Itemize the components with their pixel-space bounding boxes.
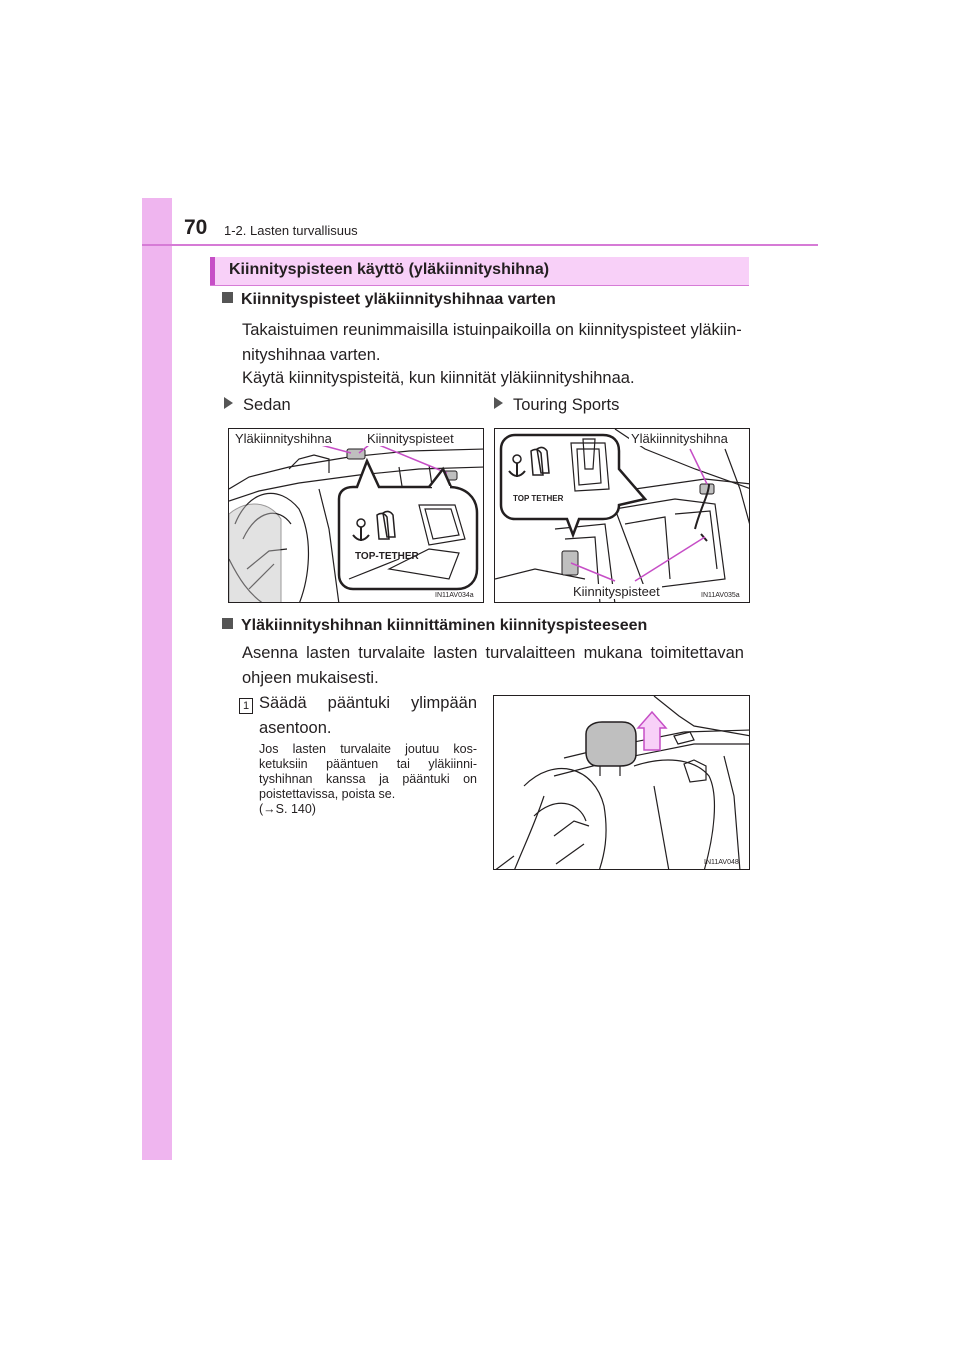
anchors-heading [222, 291, 556, 309]
breadcrumb: 1-2. Lasten turvallisuus [224, 223, 358, 238]
triangle-bullet-icon [224, 397, 233, 409]
touring-label-strap: Yläkiinnityshihna [631, 431, 728, 446]
touring-sign-text: TOP TETHER [513, 494, 564, 503]
touring-label-anchor: Kiinnityspisteet [573, 584, 660, 599]
page-reference: (→S. 140) [259, 802, 316, 816]
sedan-figure [228, 428, 484, 603]
sedan-illustration [229, 429, 484, 603]
attach-heading [222, 617, 647, 635]
touring-illustration [495, 429, 750, 603]
anchors-paragraph-1: Takaistuimen reunimmaisilla istuinpaikoilla on kiinnityspisteet yläkiin-nityshihnaa varten. [242, 321, 742, 364]
step-1-text: Säädä pääntuki ylimpään asentoon. [259, 694, 477, 737]
step-1-note [259, 742, 477, 817]
page-number: 70 [184, 216, 208, 239]
sedan-figure-code: IN11AV034a [435, 592, 474, 599]
square-bullet-icon [222, 618, 233, 629]
touring-subhead [494, 396, 619, 415]
attach-paragraph: Asenna lasten turvalaite lasten turvalaitteen mukana toimitettavan ohjeen mukaisesti. [242, 644, 744, 687]
header-rule [142, 244, 818, 246]
sedan-label-anchor: Kiinnityspisteet [367, 431, 454, 446]
triangle-bullet-icon [494, 397, 503, 409]
headrest-illustration [494, 696, 750, 870]
step-number-badge: 1 [239, 698, 253, 714]
sedan-label-strap: Yläkiinnityshihna [235, 431, 332, 446]
touring-subhead-text: Touring Sports [513, 396, 620, 414]
side-tab-strip [142, 198, 172, 1160]
section-title-bar [210, 257, 749, 285]
attach-heading-text: Yläkiinnityshihnan kiinnittäminen kiinnityspisteeseen [241, 617, 648, 634]
square-bullet-icon [222, 292, 233, 303]
step-1-note-text: Jos lasten turvalaite joutuu kos-ketuksiin pääntuen tai yläkiinni-tyshihnan kanssa ja pääntuki on poistettavissa, poista se. [259, 742, 477, 801]
section-title: Kiinnityspisteen käyttö (yläkiinnityshihna) [229, 261, 550, 278]
headrest-figure [493, 695, 750, 870]
touring-figure-code: IN11AV035a [701, 592, 740, 599]
anchors-heading-text: Kiinnityspisteet yläkiinnityshihnaa varten [241, 291, 556, 308]
anchors-paragraph-2: Käytä kiinnityspisteitä, kun kiinnität yläkiinnityshihnaa. [242, 369, 635, 387]
sedan-sign-text: TOP-TETHER [355, 551, 419, 562]
sedan-subhead-text: Sedan [243, 396, 291, 414]
touring-figure [494, 428, 750, 603]
headrest-figure-code: IN11AV048 [704, 859, 739, 866]
sedan-subhead [224, 396, 291, 415]
section-underline [210, 285, 749, 286]
